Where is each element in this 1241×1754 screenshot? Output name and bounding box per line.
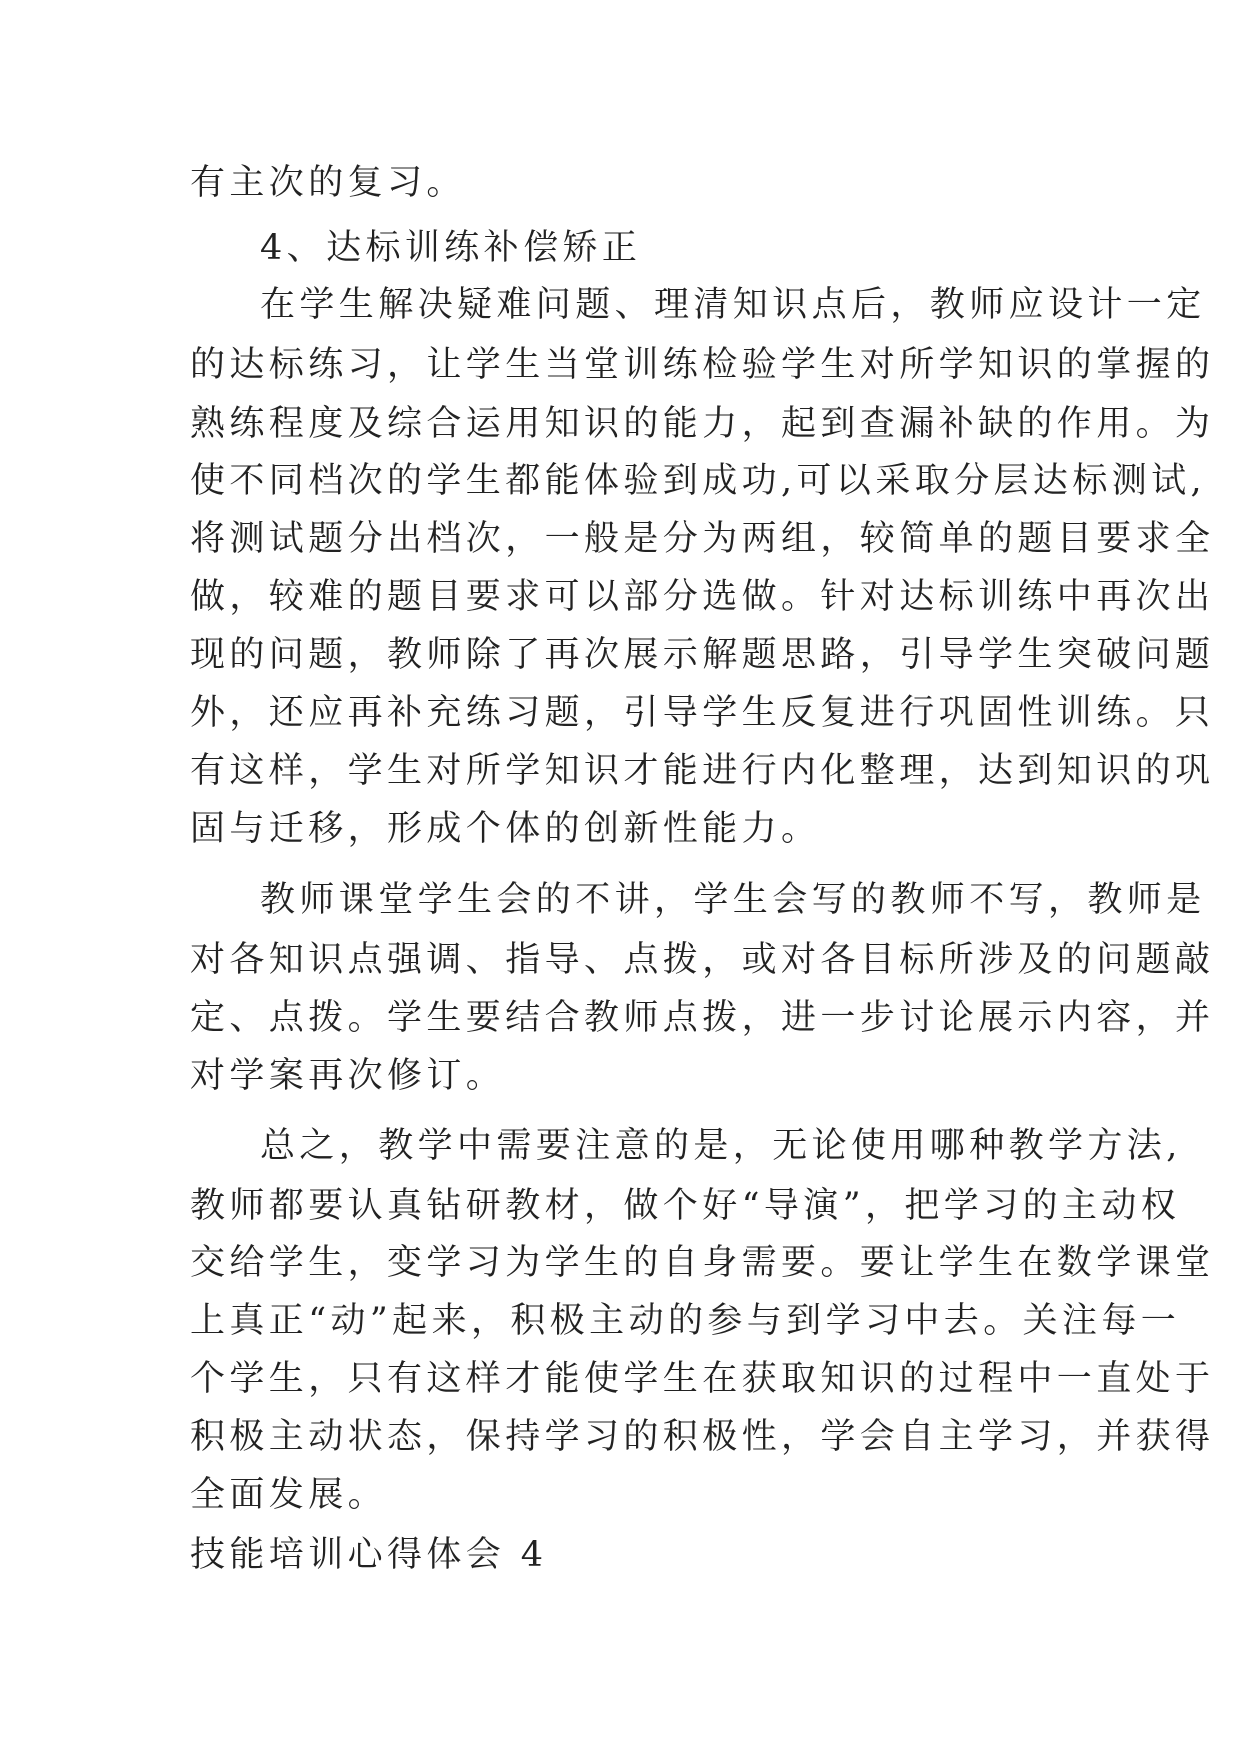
paragraph-line: 外，还应再补充练习题，引导学生反复进行巩固性训练。只 [190, 693, 1215, 733]
paragraph-line: 对学案再次修订。 [190, 1056, 506, 1096]
paragraph-line: 上真正“动”起来，积极主动的参与到学习中去。关注每一 [190, 1301, 1181, 1341]
section-heading: 4、达标训练补偿矫正 [260, 228, 642, 268]
paragraph-line: 固与迁移，形成个体的创新性能力。 [190, 809, 821, 849]
paragraph-line: 熟练程度及综合运用知识的能力，起到查漏补缺的作用。为 [190, 404, 1215, 444]
paragraph-line: 现的问题，教师除了再次展示解题思路，引导学生突破问题 [190, 635, 1215, 675]
paragraph-line: 全面发展。 [190, 1475, 388, 1515]
paragraph-continued-line: 有主次的复习。 [190, 163, 466, 203]
paragraph-line: 总之，教学中需要注意的是，无论使用哪种教学方法, [260, 1126, 1182, 1166]
paragraph-line: 的达标练习，让学生当堂训练检验学生对所学知识的掌握的 [190, 345, 1215, 385]
paragraph-line: 交给学生，变学习为学生的自身需要。要让学生在数学课堂 [190, 1243, 1215, 1283]
paragraph-line: 做，较难的题目要求可以部分选做。针对达标训练中再次出 [190, 577, 1215, 617]
paragraph-line: 定、点拨。学生要结合教师点拨，进一步讨论展示内容，并 [190, 998, 1215, 1038]
paragraph-line: 有这样，学生对所学知识才能进行内化整理，达到知识的巩 [190, 751, 1215, 791]
paragraph-line: 对各知识点强调、指导、点拨，或对各目标所涉及的问题敲 [190, 940, 1215, 980]
next-section-title: 技能培训心得体会 4 [190, 1535, 548, 1575]
paragraph-line: 将测试题分出档次，一般是分为两组，较简单的题目要求全 [190, 519, 1215, 559]
paragraph-line: 教师都要认真钻研教材，做个好“导演”，把学习的主动权 [190, 1186, 1181, 1226]
paragraph-line: 在学生解决疑难问题、理清知识点后，教师应设计一定 [260, 285, 1206, 325]
paragraph-line: 积极主动状态，保持学习的积极性，学会自主学习，并获得 [190, 1417, 1215, 1457]
paragraph-line: 使不同档次的学生都能体验到成功,可以采取分层达标测试, [190, 461, 1207, 501]
paragraph-line: 教师课堂学生会的不讲，学生会写的教师不写，教师是 [260, 880, 1206, 920]
paragraph-line: 个学生，只有这样才能使学生在获取知识的过程中一直处于 [190, 1359, 1215, 1399]
